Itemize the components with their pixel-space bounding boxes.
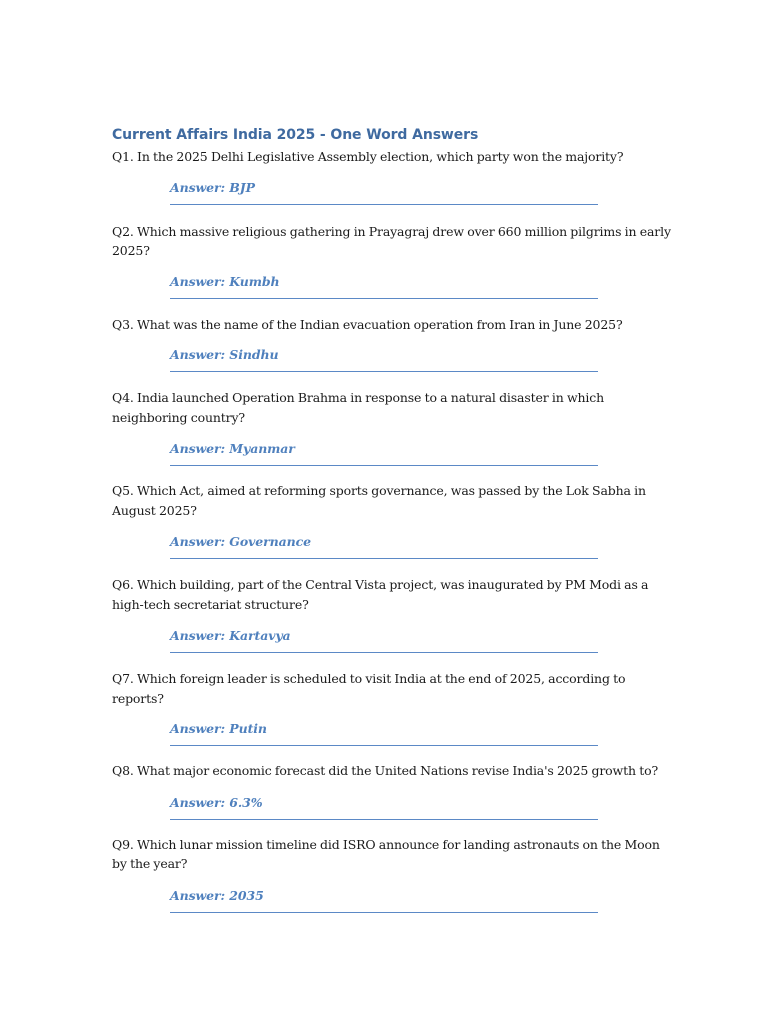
answer-line <box>170 614 598 653</box>
question-text: Q3. What was the name of the Indian evacuation operation from Iran in June 2025? <box>112 316 623 332</box>
answer-line <box>170 874 598 913</box>
question-text: Q4. India launched Operation Brahma in response to a natural disaster in which neighboring country? <box>112 390 604 425</box>
answer-line <box>170 781 598 820</box>
answer-line <box>170 708 598 746</box>
qa-item-8 <box>112 761 672 820</box>
qa-item-7 <box>112 669 672 746</box>
qa-item-2 <box>112 222 672 299</box>
qa-item-1 <box>112 147 672 205</box>
document-title: Current Affairs India 2025 - One Word Answers <box>112 127 479 143</box>
question-text: Q6. Which building, part of the Central Vista project, was inaugurated by PM Modi as a high-tech secretariat structure? <box>112 577 649 612</box>
answer-line <box>170 427 598 466</box>
answer-text: Answer: 2035 <box>170 887 264 903</box>
answer-text: Answer: Sindhu <box>170 347 279 362</box>
qa-item-9 <box>112 835 672 913</box>
answer-line <box>170 334 598 372</box>
answer-text: Answer: Governance <box>170 534 311 549</box>
answer-text: Answer: BJP <box>170 179 255 195</box>
qa-item-5 <box>112 481 672 559</box>
question-text: Q8. What major economic forecast did the United Nations revise India's 2025 growth to? <box>112 763 659 778</box>
question-text: Q7. Which foreign leader is scheduled to visit India at the end of 2025, according to reports? <box>112 671 626 706</box>
answer-text: Answer: Kartavya <box>170 628 291 643</box>
answer-text: Answer: Myanmar <box>170 441 295 456</box>
qa-item-3 <box>112 315 672 373</box>
qa-item-6 <box>112 575 672 653</box>
answer-line <box>170 520 598 559</box>
answer-text: Answer: 6.3% <box>170 794 263 810</box>
answer-text: Answer: Kumbh <box>170 273 280 289</box>
question-text: Q1. In the 2025 Delhi Legislative Assembly election, which party won the majority? <box>112 149 624 164</box>
answer-line <box>170 167 598 205</box>
qa-item-4 <box>112 388 672 466</box>
answer-line <box>170 261 598 299</box>
question-text: Q9. Which lunar mission timeline did ISRO announce for landing astronauts on the Moon by the year? <box>112 836 660 871</box>
document-page <box>112 125 672 913</box>
answer-text: Answer: Putin <box>170 721 267 736</box>
question-text: Q5. Which Act, aimed at reforming sports governance, was passed by the Lok Sabha in August 2025? <box>112 483 646 518</box>
question-text: Q2. Which massive religious gathering in Prayagraj drew over 660 million pilgrims in early 2025? <box>112 223 671 258</box>
